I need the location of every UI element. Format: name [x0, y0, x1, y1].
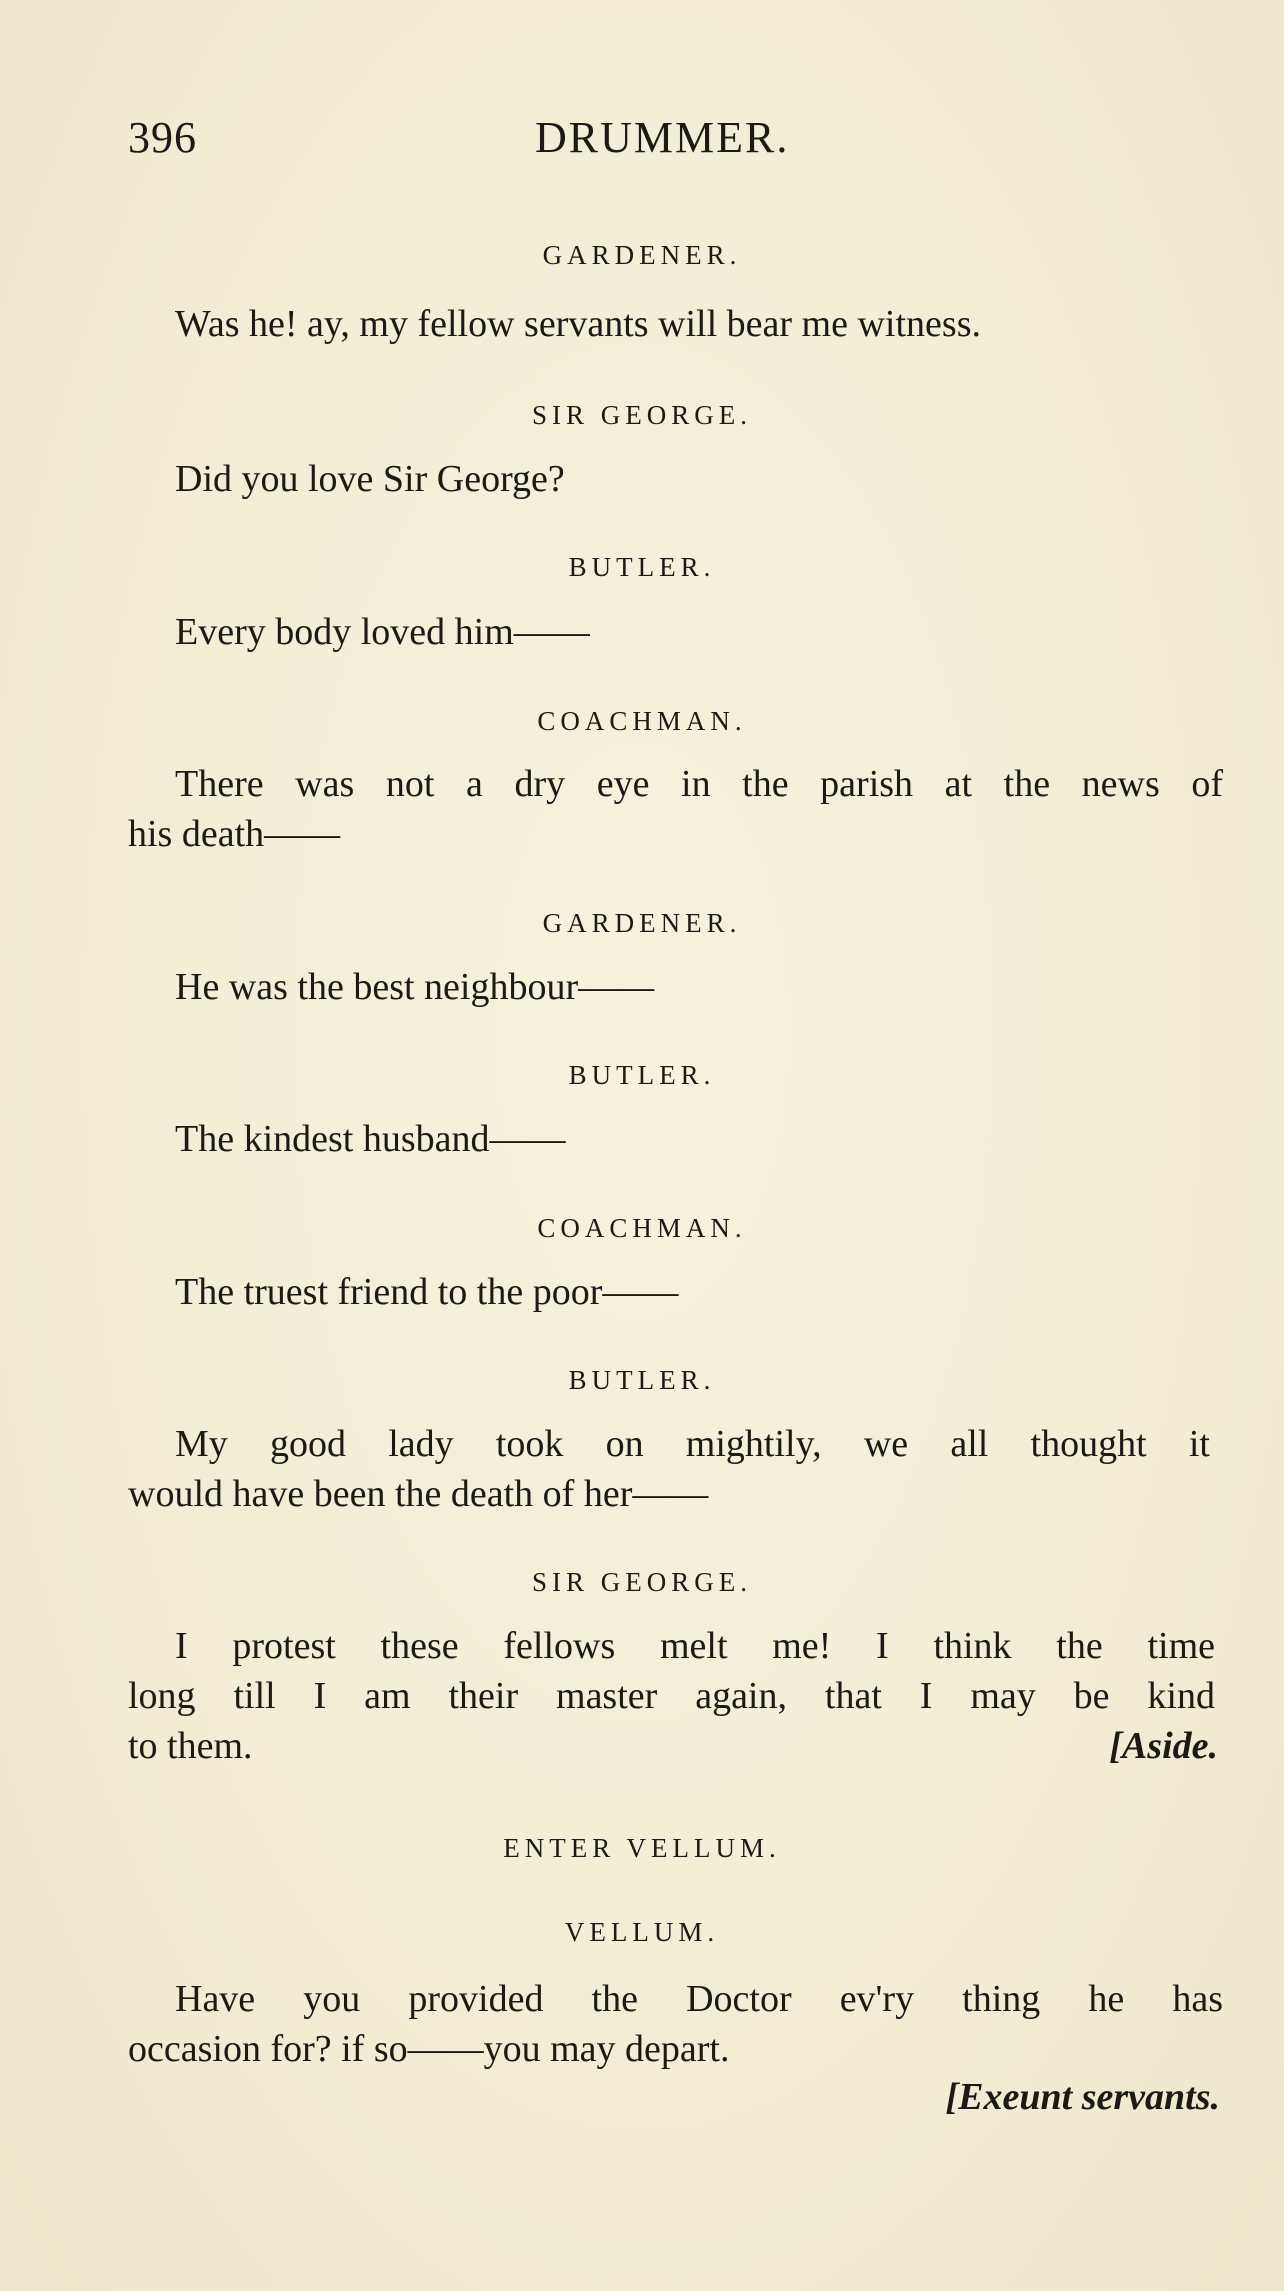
speech-line: occasion for? if so——you may depart. [128, 2028, 730, 2070]
speaker-heading: BUTLER. [568, 552, 716, 582]
speech-line: The kindest husband—— [175, 1118, 566, 1160]
speech-line: The truest friend to the poor—— [175, 1271, 679, 1313]
running-head: DRUMMER. [535, 113, 790, 162]
speaker-heading: SIR GEORGE. [531, 1567, 752, 1597]
speech-line: would have been the death of her—— [128, 1473, 709, 1515]
stage-direction: [Exeunt servants. [945, 2076, 1220, 2118]
speaker-heading: COACHMAN. [537, 706, 747, 736]
speech-line: to them. [128, 1725, 253, 1767]
speech-line: Every body loved him—— [175, 611, 590, 653]
stage-entrance: ENTER VELLUM. [503, 1833, 781, 1863]
speech-line-with-direction [128, 1722, 1218, 1770]
speech-line: He was the best neighbour—— [175, 966, 655, 1008]
speech-line: his death—— [128, 813, 341, 855]
speech-line: Was he! ay, my fellow servants will bear me witness. [175, 303, 981, 345]
speaker-heading: SIR GEORGE. [531, 400, 752, 430]
speech-line: Did you love Sir George? [175, 458, 565, 500]
speech-line: There was not a dry eye in the parish at the news of [175, 763, 1223, 805]
speech-line: Have you provided the Doctor ev'ry thing he has [175, 1978, 1223, 2020]
stage-direction: [Aside. [1109, 1725, 1218, 1767]
speech-line: My good lady took on mightily, we all thought it [175, 1423, 1210, 1465]
page-number: 396 [128, 113, 197, 162]
speaker-heading: VELLUM. [564, 1917, 720, 1947]
speaker-heading: GARDENER. [542, 908, 742, 938]
speech-line: long till I am their master again, that I may be kind [128, 1675, 1215, 1717]
speaker-heading: GARDENER. [542, 240, 742, 270]
speech-line: I protest these fellows melt me! I think the time [175, 1625, 1215, 1667]
speaker-heading: BUTLER. [568, 1060, 716, 1090]
speaker-heading: COACHMAN. [537, 1213, 747, 1243]
speaker-heading: BUTLER. [568, 1365, 716, 1395]
